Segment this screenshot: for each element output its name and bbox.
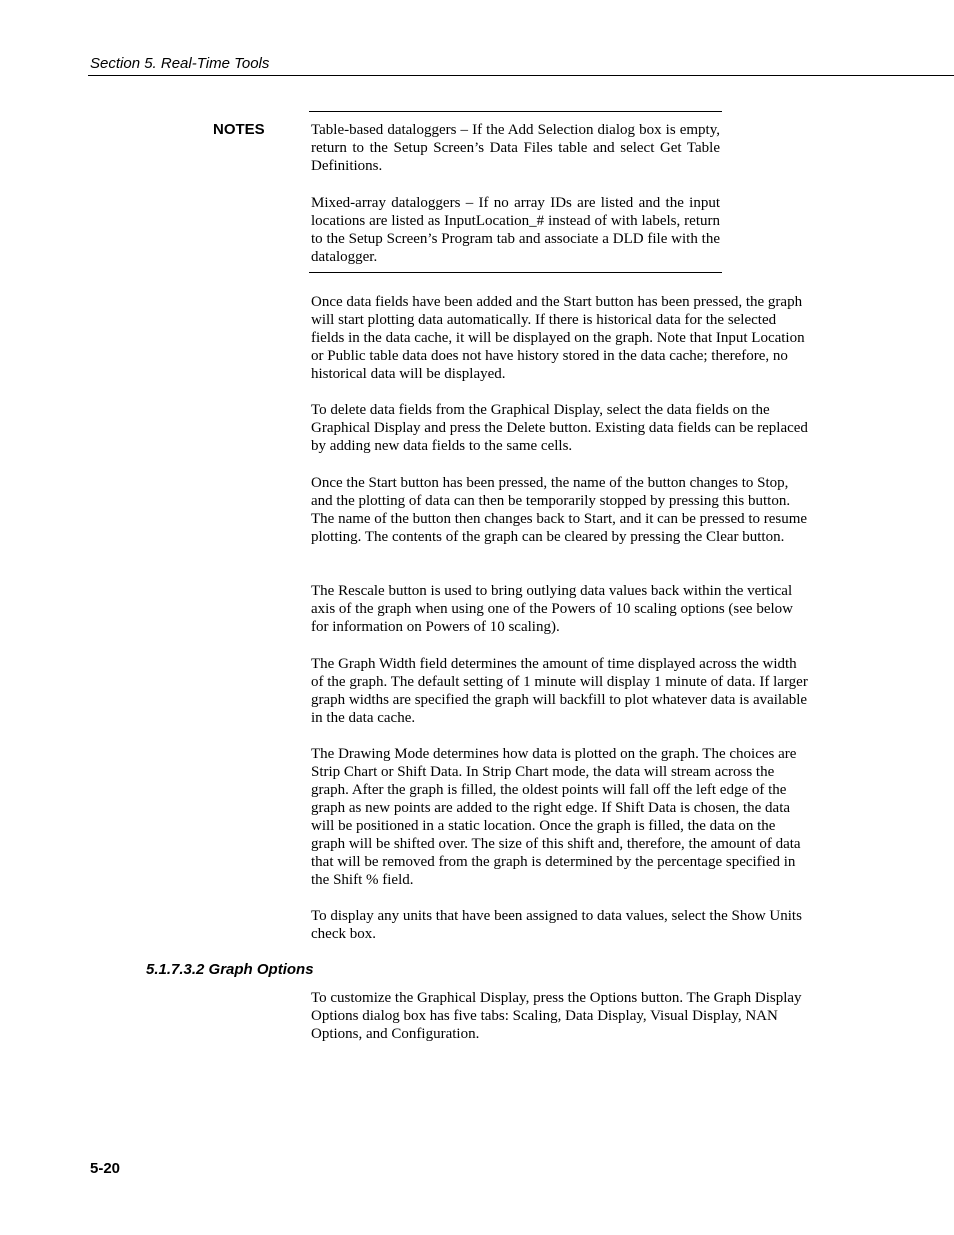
paragraph-graph-options: To customize the Graphical Display, press the Options button. The Graph Display Options dialog box has five tabs: Scaling, Data Display, Visual Display, NAN Options, and Configuration. bbox=[311, 990, 802, 1042]
notes-bottom-rule bbox=[309, 272, 722, 273]
notes-top-rule bbox=[309, 111, 722, 112]
paragraph-drawing-mode: The Drawing Mode determines how data is plotted on the graph. The choices are Strip Chart or Shift Data. In Strip Chart mode, the data will stream across the graph. After the graph is filled, the oldest points will fall off the left edge of the graph as new points are added to the right edge. If Shift Data is chosen, the data will be positioned in a static location. Once the graph is filled, the data on the graph will be shifted over. The size of this shift and, therefore, the amount of data that will be removed from the graph is determined by the percentage specified in the Shift % field. bbox=[311, 746, 801, 888]
paragraph-delete-fields: To delete data fields from the Graphical Display, select the data fields on the Graphical Display and press the Delete button. Existing data fields can be replaced by adding new data fields to the same cells. bbox=[311, 402, 808, 454]
paragraph-show-units: To display any units that have been assigned to data values, select the Show Units check box. bbox=[311, 908, 802, 942]
paragraph-start-stop: Once the Start button has been pressed, the name of the button changes to Stop, and the plotting of data can then be temporarily stopped by pressing this button. The name of the button then changes back to Start, and it can be pressed to resume plotting. The contents of the graph can be cleared by pressing the Clear button. bbox=[311, 475, 808, 545]
note-mixed-array: Mixed-array dataloggers – If no array IDs are listed and the input locations are listed as InputLocation_# instead of with labels, return to the Setup Screen’s Program tab and associate a DLD file with the datalogger. bbox=[311, 195, 720, 265]
paragraph-start-plotting: Once data fields have been added and the Start button has been pressed, the graph will start plotting data automatically. If there is historical data for the selected fields in the data cache, it will be displayed on the graph. Note that Input Location or Public table data does not have history stored in the data cache; therefore, no historical data will be displayed. bbox=[311, 294, 805, 382]
header-divider bbox=[88, 75, 954, 76]
paragraph-graph-width: The Graph Width field determines the amount of time displayed across the width of the graph. The default setting of 1 minute will display 1 minute of data. If larger graph widths are specified the graph will backfill to plot whatever data is available in the data cache. bbox=[311, 656, 808, 726]
paragraph-rescale: The Rescale button is used to bring outlying data values back within the vertical axis of the graph when using one of the Powers of 10 scaling options (see below for information on Powers of 10 scaling). bbox=[311, 583, 793, 635]
section-header: Section 5. Real-Time Tools bbox=[90, 55, 270, 72]
note-table-based: Table-based dataloggers – If the Add Selection dialog box is empty, return to the Setup Screen’s Data Files table and select Get Table Definitions. bbox=[311, 122, 720, 174]
subsection-heading: 5.1.7.3.2 Graph Options bbox=[146, 961, 314, 978]
notes-label: NOTES bbox=[213, 121, 265, 138]
page-number: 5-20 bbox=[90, 1160, 121, 1177]
